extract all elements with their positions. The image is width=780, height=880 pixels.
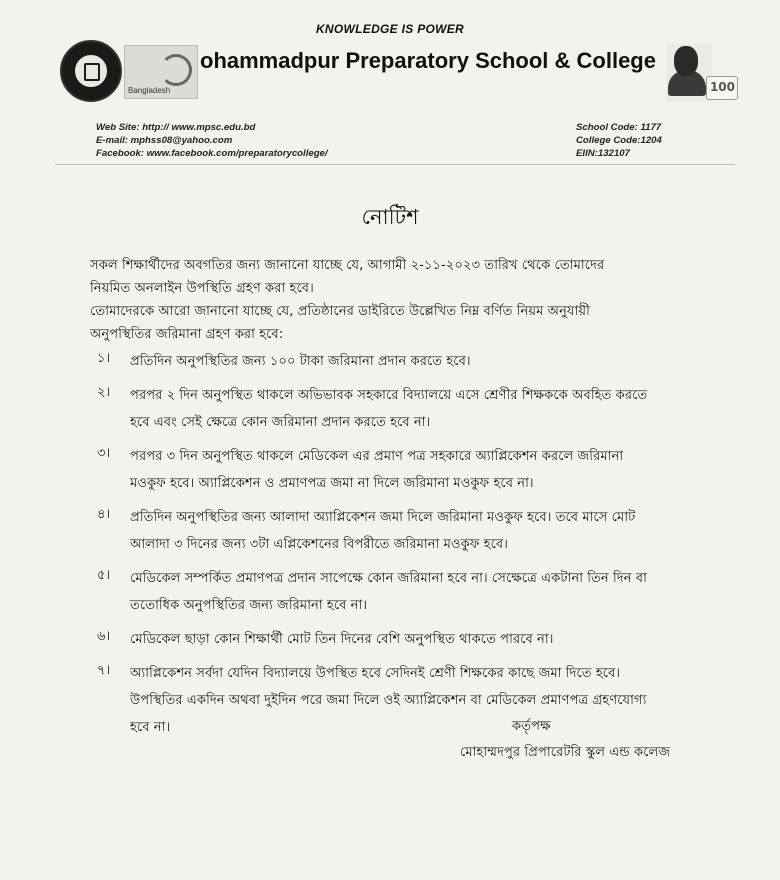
rule-text: হবে এবং সেই ক্ষেত্রে কোন জরিমানা প্রদান করতে হবে না। — [130, 415, 431, 430]
rule-item — [97, 382, 737, 436]
intro-line: তোমাদেরকে আরো জানানো যাচ্ছে যে, প্রতিষ্ঠানের ডাইরিতে উল্লেখিত নিম্ন বর্ণিত নিয়ম অনুযায়ী — [90, 304, 590, 319]
rule-text: পরপর ২ দিন অনুপস্থিত থাকলে অভিভাবক সহকারে বিদ্যালয়ে এসে শ্রেণীর শিক্ষককে অবহিত করতে — [130, 388, 648, 403]
contact-info-left — [96, 121, 328, 160]
rule-item — [97, 504, 737, 558]
rule-text: মেডিকেল সম্পর্কিত প্রমাণপত্র প্রদান সাপেক্ষে কোন জরিমানা হবে না। সেক্ষেত্রে একটানা তিন দিন বা — [130, 571, 647, 586]
motto: KNOWLEDGE IS POWER — [315, 22, 465, 36]
bangladesh-emblem-logo — [124, 45, 198, 99]
centenary-badge — [706, 76, 738, 100]
badge-text: 100 — [709, 80, 735, 94]
rule-number: ১। — [97, 351, 111, 366]
rule-text: প্রতিদিন অনুপস্থিতির জন্য আলাদা অ্যাপ্লিকেশন জমা দিলে জরিমানা মওকুফ হবে। তবে মাসে মোট — [130, 510, 636, 525]
intro-line: নিয়মিত অনলাইন উপস্থিতি গ্রহণ করা হবে। — [90, 281, 314, 296]
email-link[interactable]: E-mail: mphss08@yahoo.com — [96, 135, 233, 146]
logo-caption: Bangladesh — [128, 86, 171, 95]
rule-item — [97, 348, 737, 375]
facebook-link[interactable]: Facebook: www.facebook.com/preparatorycollege/ — [96, 148, 328, 159]
rule-text: অ্যাপ্লিকেশন সর্বদা যেদিন বিদ্যালয়ে উপস্থিত হবে সেদিনই শ্রেণী শিক্ষকের কাছে জমা দিতে হবে। — [130, 666, 621, 681]
rules-list — [97, 348, 737, 748]
rule-text: মওকুফ হবে। অ্যাপ্লিকেশন ও প্রমাণপত্র জমা না দিলে জরিমানা মওকুফ হবে না। — [130, 476, 534, 491]
rule-item — [97, 660, 737, 741]
rule-text: প্রতিদিন অনুপস্থিতির জন্য ১০০ টাকা জরিমানা প্রদান করতে হবে। — [130, 354, 471, 369]
rule-text: মেডিকেল ছাড়া কোন শিক্ষার্থী মোট তিন দিনের বেশি অনুপস্থিত থাকতে পারবে না। — [130, 632, 554, 647]
school-code: School Code: 1177 — [576, 122, 662, 133]
notice-intro — [90, 254, 730, 346]
rule-text: আলাদা ৩ দিনের জন্য ৩টা এপ্লিকেশনের বিপরীতে জরিমানা মওকুফ হবে। — [130, 537, 508, 552]
website-link[interactable]: Web Site: http:// www.mpsc.edu.bd — [96, 122, 256, 133]
rule-item — [97, 443, 737, 497]
contact-info-right — [576, 121, 662, 160]
intro-line: সকল শিক্ষার্থীদের অবগতির জন্য জানানো যাচ্ছে যে, আগামী ২-১১-২০২৩ তারিখ থেকে তোমাদের — [90, 258, 605, 273]
rule-text: হবে না। — [130, 720, 171, 735]
rule-number: ৬। — [97, 629, 111, 644]
rule-number: ৪। — [97, 507, 111, 522]
rule-number: ৭। — [97, 663, 111, 678]
rule-number: ৫। — [97, 568, 111, 583]
signatory-role: কর্তৃপক্ষ — [512, 719, 551, 734]
rule-item — [97, 626, 737, 653]
rule-text: ততোধিক অনুপস্থিতির জন্য জরিমানা হবে না। — [130, 598, 368, 613]
rule-text: উপস্থিতির একদিন অথবা দুইদিন পরে জমা দিলে ওই অ্যাপ্লিকেশন বা মেডিকেল প্রমাণপত্র গ্রহণযোগ্য — [130, 693, 647, 708]
rule-number: ২। — [97, 385, 111, 400]
header-divider — [55, 164, 735, 165]
rule-number: ৩। — [97, 446, 111, 461]
intro-line: অনুপস্থিতির জরিমানা গ্রহণ করা হবে: — [90, 327, 284, 342]
rule-item — [97, 565, 737, 619]
school-seal-logo — [60, 40, 122, 102]
eiin-code: EIIN:132107 — [576, 148, 630, 159]
signatory-organization: মোহাম্মদপুর প্রিপারেটরি স্কুল এন্ড কলেজ — [460, 745, 671, 760]
rule-text: পরপর ৩ দিন অনুপস্থিত থাকলে মেডিকেল এর প্রমাণ পত্র সহকারে অ্যাপ্লিকেশন করলে জরিমানা — [130, 449, 624, 464]
college-code: College Code:1204 — [576, 135, 662, 146]
school-name: ohammadpur Preparatory School & College — [200, 48, 656, 73]
notice-title: নোটিশ — [361, 205, 419, 229]
